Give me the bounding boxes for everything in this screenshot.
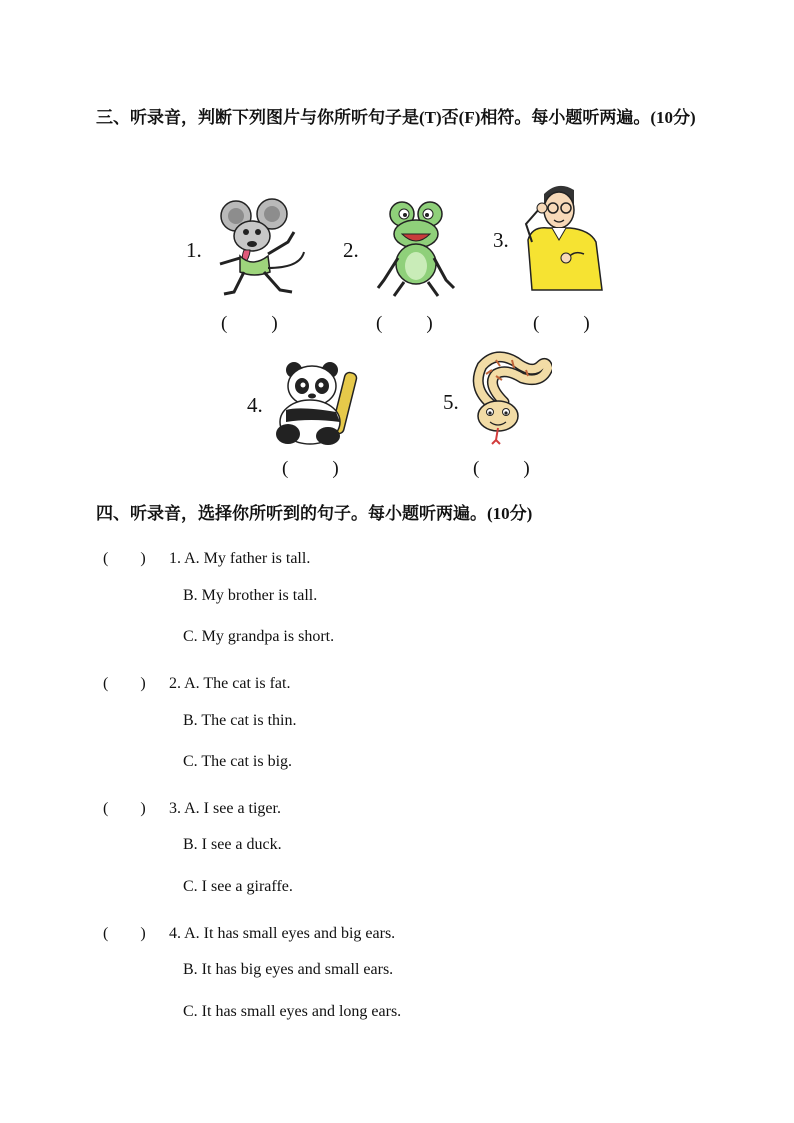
option-c: C. It has small eyes and long ears. (183, 1003, 402, 1020)
section4-title: 四、听录音，选择你所听到的句子。每小题听两遍。(10分) (96, 504, 533, 523)
option-b: B. My brother is tall. (183, 587, 318, 604)
answer-bracket-5[interactable]: ( ) (473, 458, 530, 479)
section3-title: 三、听录音，判断下列图片与你所听句子是(T)否(F)相符。每小题听两遍。(10分) (96, 108, 696, 127)
answer-bracket-2[interactable]: ( ) (376, 313, 433, 334)
option-b: B. The cat is thin. (183, 712, 297, 729)
option-b: B. It has big eyes and small ears. (183, 961, 394, 978)
item-3-number: 3. (493, 228, 509, 252)
answer-bracket[interactable]: ( ) (103, 800, 146, 817)
option-c: C. The cat is big. (183, 753, 293, 770)
option-a: A. The cat is fat. (184, 675, 291, 692)
question-4 (103, 920, 395, 943)
answer-bracket[interactable]: ( ) (103, 550, 146, 567)
question-number: 3. (169, 800, 181, 817)
option-a: A. My father is tall. (184, 550, 311, 567)
item-2-number: 2. (343, 238, 359, 262)
question-3 (103, 795, 281, 818)
answer-bracket[interactable]: ( ) (103, 925, 146, 942)
option-c: C. My grandpa is short. (183, 628, 335, 645)
answer-bracket-4[interactable]: ( ) (282, 458, 339, 479)
question-number: 4. (169, 925, 181, 942)
panda-picture (270, 360, 366, 448)
question-number: 1. (169, 550, 181, 567)
mouse-picture (210, 198, 310, 302)
item-4-number: 4. (247, 393, 263, 417)
answer-bracket[interactable]: ( ) (103, 675, 146, 692)
answer-bracket-1[interactable]: ( ) (221, 313, 278, 334)
frog-picture (374, 196, 460, 300)
option-c: C. I see a giraffe. (183, 878, 293, 895)
option-a: A. I see a tiger. (184, 800, 281, 817)
item-1-number: 1. (186, 238, 202, 262)
item-5-number: 5. (443, 390, 459, 414)
question-1 (103, 545, 310, 568)
man-with-glasses-picture (518, 180, 610, 292)
option-a: A. It has small eyes and big ears. (184, 925, 396, 942)
option-b: B. I see a duck. (183, 836, 282, 853)
question-number: 2. (169, 675, 181, 692)
question-2 (103, 670, 290, 693)
answer-bracket-3[interactable]: ( ) (533, 313, 590, 334)
snake-picture (466, 350, 552, 450)
